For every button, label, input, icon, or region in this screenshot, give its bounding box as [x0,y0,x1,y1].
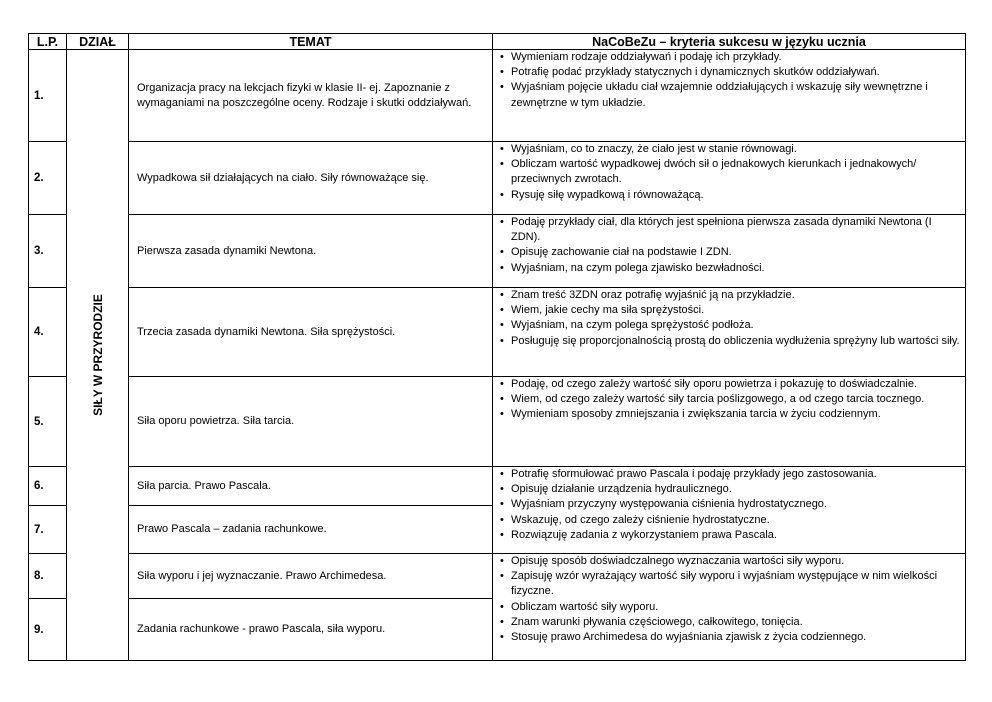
table-row [29,142,966,215]
header-kryteria: NaCoBeZu – kryteria sukcesu w języku ucznia [493,34,966,50]
criterion-item: • Wymieniam rodzaje oddziaływań i podaję ich przykłady. [493,50,963,65]
topic-cell: Wypadkowa sił działających na ciało. Siły równoważące się. [129,142,493,215]
criterion-item: • Wiem, jakie cechy ma siła sprężystości. [493,303,963,318]
criterion-item: • Wyjaśniam pojęcie układu ciał wzajemnie oddziałujących i wskazuję siły wewnętrzne i zewnętrzne w tym układzie. [493,80,963,110]
row-number: 3. [29,215,67,288]
criterion-item: • Wyjaśniam, na czym polega sprężystość podłoża. [493,318,963,333]
row-number: 4. [29,288,67,377]
criterion-item: • Rysuję siłę wypadkową i równoważącą. [493,188,963,203]
criteria-cell [493,50,966,142]
criterion-item: • Wiem, od czego zależy wartość siły tarcia poślizgowego, a od czego tarcia tocznego. [493,392,963,407]
criterion-item: • Wyjaśniam, na czym polega zjawisko bezwładności. [493,261,963,276]
row-number: 6. [29,467,67,506]
row-number: 2. [29,142,67,215]
criterion-item: • Opisuję sposób doświadczalnego wyznaczania wartości siły wyporu. [493,554,963,569]
row-number: 1. [29,50,67,142]
criterion-item: • Znam warunki pływania częściowego, całkowitego, tonięcia. [493,615,963,630]
criterion-item: • Wyjaśniam, co to znaczy, że ciało jest w stanie równowagi. [493,142,963,157]
table-row [29,288,966,377]
row-number: 9. [29,599,67,661]
table-row [29,554,966,599]
criterion-item: • Wskazuję, od czego zależy ciśnienie hydrostatyczne. [493,513,963,528]
table-row [29,467,966,506]
table-row [29,377,966,467]
header-dzial: DZIAŁ [67,34,129,50]
criterion-item: • Potrafię podać przykłady statycznych i dynamicznych skutków oddziaływań. [493,65,963,80]
criteria-cell [493,554,966,661]
table-header-row [29,34,966,50]
criterion-item: • Podaję przykłady ciał, dla których jest spełniona pierwsza zasada dynamiki Newtona (I ZDN). [493,215,963,245]
curriculum-table [28,33,966,661]
row-number: 8. [29,554,67,599]
dzial-cell [67,50,129,661]
row-number: 5. [29,377,67,467]
table-row [29,50,966,142]
criterion-item: • Znam treść 3ZDN oraz potrafię wyjaśnić ją na przykładzie. [493,288,963,303]
criterion-item: • Stosuję prawo Archimedesa do wyjaśniania zjawisk z życia codziennego. [493,630,963,645]
header-lp: L.P. [29,34,67,50]
criterion-item: • Opisuję działanie urządzenia hydraulicznego. [493,482,963,497]
criteria-cell [493,142,966,215]
criterion-item: • Wymieniam sposoby zmniejszania i zwiększania tarcia w życiu codziennym. [493,407,963,422]
criterion-item: • Podaję, od czego zależy wartość siły oporu powietrza i pokazuję to doświadczalnie. [493,377,963,392]
topic-cell: Prawo Pascala – zadania rachunkowe. [129,506,493,554]
header-temat: TEMAT [129,34,493,50]
topic-cell: Zadania rachunkowe - prawo Pascala, siła wyporu. [129,599,493,661]
criterion-item: • Posługuję się proporcjonalnością prostą do obliczenia wydłużenia sprężyny lub wartości siły. [493,334,963,349]
criteria-cell [493,215,966,288]
criterion-item: • Obliczam wartość wypadkowej dwóch sił o jednakowych kierunkach i jednakowych/ przeciwnych zwrotach. [493,157,963,187]
criterion-item: • Wyjaśniam przyczyny występowania ciśnienia hydrostatycznego. [493,497,963,512]
topic-cell: Siła parcia. Prawo Pascala. [129,467,493,506]
criteria-cell [493,377,966,467]
criterion-item: • Zapisuję wzór wyrażający wartość siły wyporu i wyjaśniam występujące w nim wielkości fizyczne. [493,569,963,599]
criterion-item: • Obliczam wartość siły wyporu. [493,600,963,615]
criterion-item: • Rozwiązuję zadania z wykorzystaniem prawa Pascala. [493,528,963,543]
document-page [28,33,965,661]
topic-cell: Siła wyporu i jej wyznaczanie. Prawo Archimedesa. [129,554,493,599]
criteria-cell [493,288,966,377]
criterion-item: • Opisuję zachowanie ciał na podstawie I ZDN. [493,245,963,260]
table-row [29,215,966,288]
topic-cell: Siła oporu powietrza. Siła tarcia. [129,377,493,467]
topic-cell: Organizacja pracy na lekcjach fizyki w klasie II- ej. Zapoznanie z wymaganiami na poszczególne oceny. Rodzaje i skutki oddziaływań. [129,50,493,142]
topic-cell: Trzecia zasada dynamiki Newtona. Siła sprężystości. [129,288,493,377]
topic-cell: Pierwsza zasada dynamiki Newtona. [129,215,493,288]
row-number: 7. [29,506,67,554]
criteria-cell [493,467,966,554]
criterion-item: • Potrafię sformułować prawo Pascala i podaję przykłady jego zastosowania. [493,467,963,482]
dzial-label: SIŁY W PRZYRODZIE [90,294,105,416]
